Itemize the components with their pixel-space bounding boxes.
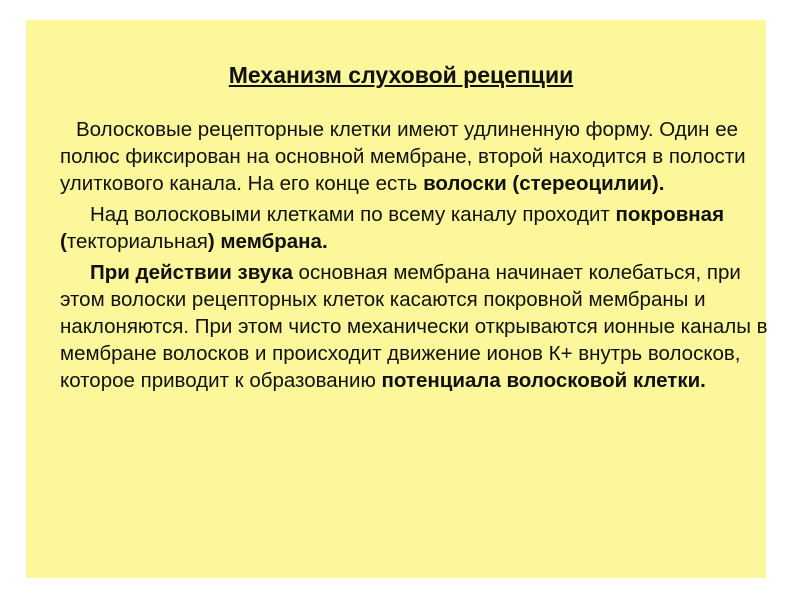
bold-term-stereocilia: волоски (стереоцилии). [423,172,665,195]
slide [26,20,766,578]
bold-term-membrane: ) мембрана. [207,230,328,253]
bold-term-hair-cell-potential: потенциала волосковой клетки. [381,369,706,392]
paragraph-text: основная мембрана начинает колебаться, при этом волоски рецепторных клеток касаются покровной мембраны и наклоняются. При этом чисто механически открываются ионные каналы в мембране волосков и происходит движение ионов К+ внутрь волосков, которое приводит к образованию [60,261,768,392]
paragraph-hair-cells [60,116,768,197]
paragraph-text: Над волосковыми клетками по всему каналу проходит [90,203,616,226]
slide-title: Механизм слуховой рецепции [228,62,574,88]
paragraph-tectorial-membrane [60,201,768,255]
slide-body [60,116,768,394]
paragraph-text: текториальная [66,230,208,253]
paragraph-sound-action [60,259,768,394]
paragraph-text: Волосковые рецепторные клетки имеют удлиненную форму. Один ее полюс фиксирован на основной мембране, второй находится в полости улиткового канала. На его конце есть [60,118,746,195]
bold-term-sound-action: При действии звука [90,261,293,284]
bold-term-covering: покровная ( [60,203,725,253]
